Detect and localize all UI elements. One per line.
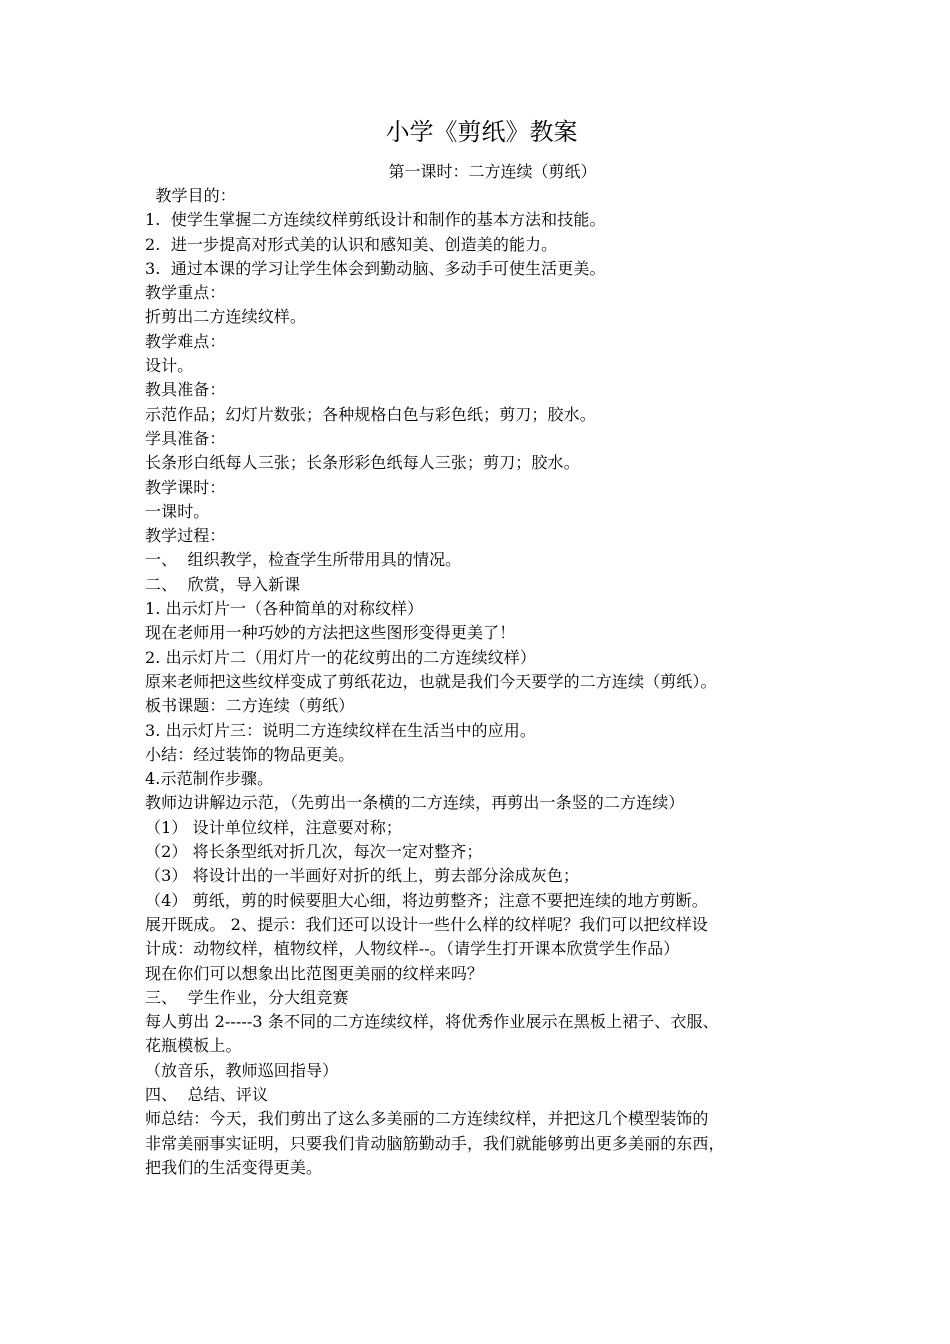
text-line: 教师边讲解边示范，（先剪出一条横的二方连续，再剪出一条竖的二方连续） (145, 793, 685, 813)
document-page (145, 112, 810, 1180)
text-line: 1. 使学生掌握二方连续纹样剪纸设计和制作的基本方法和技能。 (145, 210, 606, 230)
text-line: 现在你们可以想象出比范图更美丽的纹样来吗？ (145, 963, 484, 983)
document-body (145, 184, 810, 1180)
text-line: 教学过程： (145, 526, 226, 546)
text-line: 2. 进一步提高对形式美的认识和感知美、创造美的能力。 (145, 234, 558, 254)
text-line: 教学目的： (145, 186, 236, 205)
text-line: 现在老师用一种巧妙的方法把这些图形变得更美了！ (145, 623, 516, 643)
document-title: 小学《剪纸》教案 (385, 118, 578, 146)
text-line: 二、 欣赏，导入新课 (145, 574, 301, 594)
text-line: 教学重点： (145, 283, 226, 303)
text-line: 设计。 (145, 356, 194, 376)
text-line: 教具准备： (145, 380, 226, 400)
text-line: 学具准备： (145, 428, 226, 448)
text-line: （4） 剪纸，剪的时候要胆大心细，将边剪整齐；注意不要把连续的地方剪断。 (145, 890, 708, 910)
text-line: 原来老师把这些纹样变成了剪纸花边，也就是我们今天要学的二方连续（剪纸）。 (145, 671, 717, 691)
text-line: 四、 总结、评议 (145, 1084, 269, 1104)
text-line: 非常美丽事实证明，只要我们肯动脑筋勤动手，我们就能够剪出更多美丽的东西， (145, 1133, 725, 1153)
text-line: （放音乐，教师巡回指导） (145, 1060, 339, 1080)
text-line: 每人剪出 2-----3 条不同的二方连续纹样，将优秀作业展示在黑板上裙子、衣服、 (145, 1012, 719, 1032)
text-line: 师总结：今天，我们剪出了这么多美丽的二方连续纹样，并把这几个模型装饰的 (145, 1109, 709, 1129)
text-line: 一课时。 (145, 501, 210, 521)
text-line: 长条形白纸每人三张；长条形彩色纸每人三张；剪刀；胶水。 (145, 453, 580, 473)
text-line: （3） 将设计出的一半画好对折的纸上，剪去部分涂成灰色； (145, 866, 580, 886)
text-line: 3. 通过本课的学习让学生体会到勤动脑、多动手可使生活更美。 (145, 258, 606, 278)
text-line: 4.示范制作步骤。 (145, 769, 274, 789)
text-line: 折剪出二方连续纹样。 (145, 307, 307, 327)
text-line: 板书课题：二方连续（剪纸） (145, 696, 355, 716)
text-line: 3. 出示灯片三：说明二方连续纹样在生活当中的应用。 (145, 720, 536, 740)
text-line: 一、 组织教学，检查学生所带用具的情况。 (145, 550, 462, 570)
text-line: 小结：经过装饰的物品更美。 (145, 744, 355, 764)
text-line: 展开既成。 2、提示：我们还可以设计一些什么样的纹样呢？我们可以把纹样设 (145, 914, 708, 934)
text-line: （2） 将长条型纸对折几次，每次一定对整齐； (145, 842, 483, 862)
text-line: 教学难点： (145, 331, 226, 351)
text-line: 把我们的生活变得更美。 (145, 1157, 323, 1177)
text-line: 1. 出示灯片一（各种简单的对称纹样） (145, 599, 424, 619)
document-subtitle: 第一课时：二方连续（剪纸） (388, 162, 597, 181)
text-line: 示范作品；幻灯片数张；各种规格白色与彩色纸；剪刀；胶水。 (145, 404, 596, 424)
text-line: 2. 出示灯片二（用灯片一的花纹剪出的二方连续纹样） (145, 647, 536, 667)
text-line: 花瓶模板上。 (145, 1036, 242, 1056)
text-line: 三、 学生作业，分大组竞赛 (145, 987, 349, 1007)
text-line: 计成：动物纹样，植物纹样，人物纹样--。（请学生打开课本欣赏学生作品） (145, 939, 680, 959)
text-line: （1） 设计单位纹样，注意要对称； (145, 817, 402, 837)
text-line: 教学课时： (145, 477, 226, 497)
